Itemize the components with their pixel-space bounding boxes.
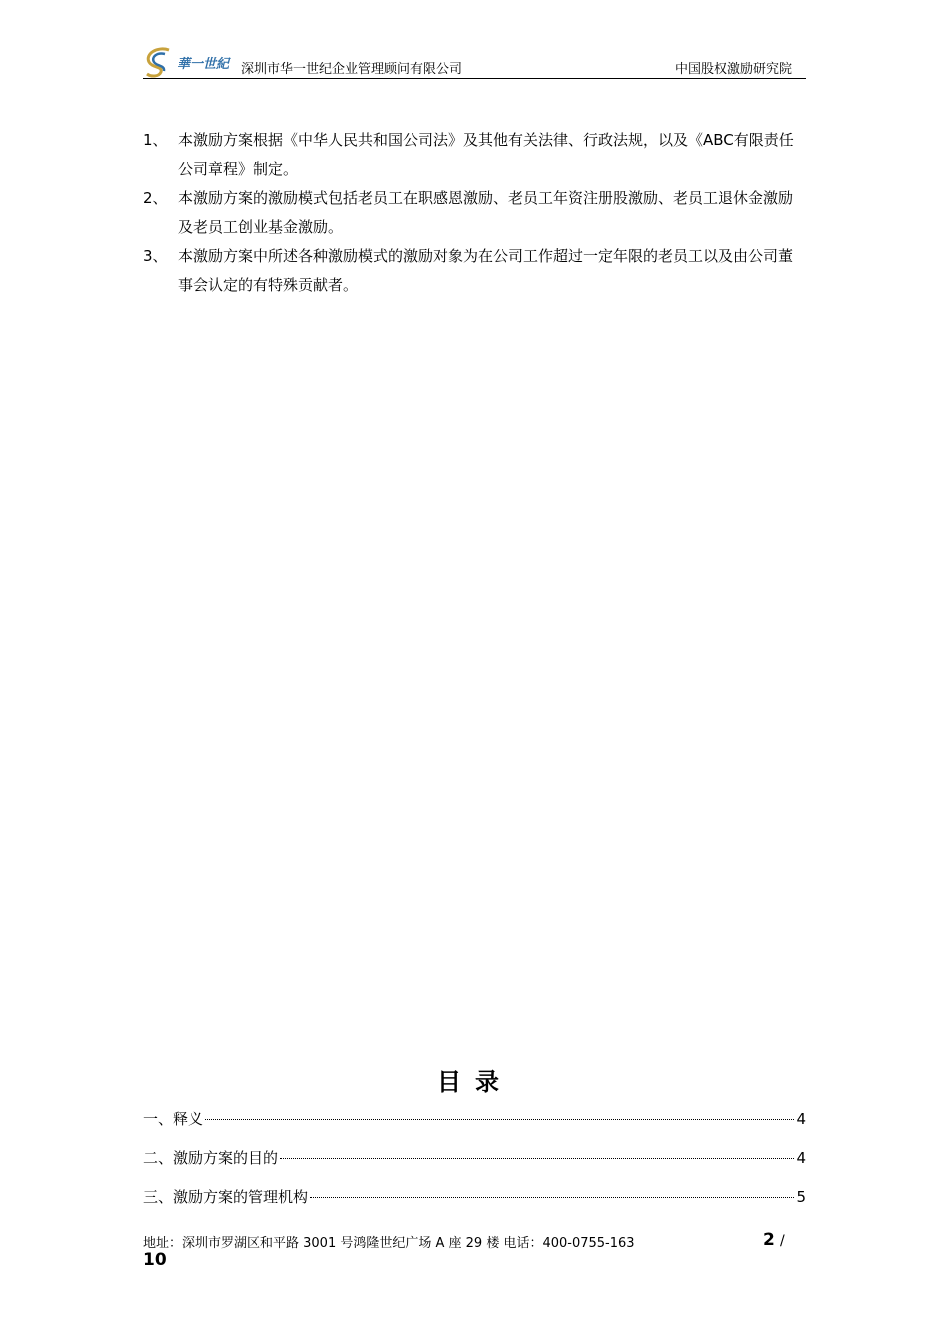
logo-text: 華一世紀 <box>177 57 230 72</box>
toc-leader-dots <box>205 1119 794 1120</box>
list-item <box>143 242 806 300</box>
list-item <box>143 184 806 242</box>
toc-leader-dots <box>280 1158 794 1159</box>
page-number-current: 2 <box>763 1230 775 1250</box>
item-text: 本激励方案根据《中华人民共和国公司法》及其他有关法律、行政法规，以及《ABC有限责任公司章程》制定。 <box>178 131 794 178</box>
list-item <box>143 126 806 184</box>
page-number-separator: / <box>780 1233 785 1249</box>
toc-title: 目录 <box>437 1068 513 1096</box>
toc-entry-page: 4 <box>796 1149 806 1167</box>
toc-leader-dots <box>310 1197 794 1198</box>
toc-entry[interactable] <box>143 1108 806 1147</box>
item-number: 1、 <box>143 131 168 149</box>
item-number: 3、 <box>143 247 168 265</box>
item-number: 2、 <box>143 189 168 207</box>
item-text: 本激励方案的激励模式包括老员工在职感恩激励、老员工年资注册股激励、老员工退休金激励及老员工创业基金激励。 <box>178 189 794 236</box>
company-logo <box>143 44 239 80</box>
toc-entry-label: 三、激励方案的管理机构 <box>143 1188 309 1206</box>
toc-entry[interactable] <box>143 1186 806 1225</box>
footer-address: 地址：深圳市罗湖区和平路 3001 号鸿隆世纪广场 A 座 29 楼 电话：400-0755-163 <box>143 1236 635 1251</box>
toc-entry-page: 4 <box>796 1110 806 1128</box>
item-text: 本激励方案中所述各种激励模式的激励对象为在公司工作超过一定年限的老员工以及由公司董事会认定的有特殊贡献者。 <box>178 247 794 294</box>
company-name: 深圳市华一世纪企业管理顾问有限公司 <box>241 62 463 77</box>
toc-entry-label: 二、激励方案的目的 <box>143 1149 279 1167</box>
toc-entry-page: 5 <box>796 1188 806 1206</box>
page-number-total: 10 <box>143 1250 167 1270</box>
intro-list <box>143 126 806 300</box>
toc-entry-label: 一、释义 <box>143 1110 204 1128</box>
toc-entry[interactable] <box>143 1147 806 1186</box>
table-of-contents <box>143 1108 806 1225</box>
institute-name: 中国股权激励研究院 <box>674 62 792 77</box>
page-header <box>143 44 806 79</box>
